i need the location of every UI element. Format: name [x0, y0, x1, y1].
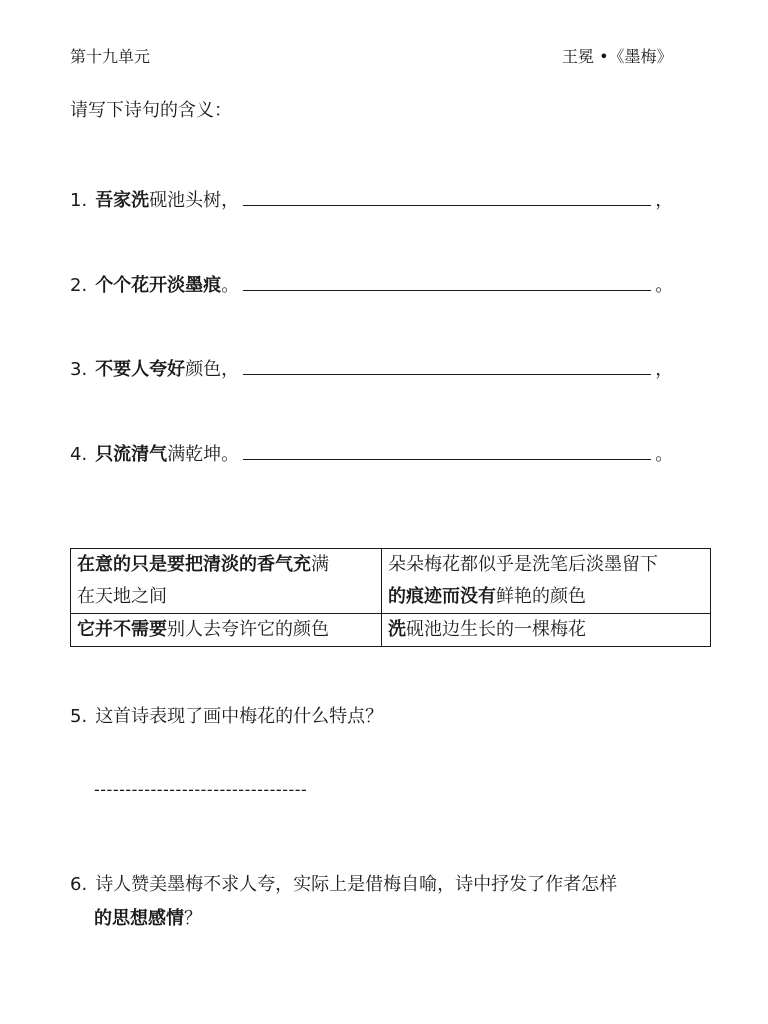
cell-text: 在天地之间	[77, 586, 167, 607]
question-bold: 的思想感情	[94, 908, 184, 929]
line-bold: 不要人夸好	[95, 359, 186, 380]
answer-blank-4[interactable]	[243, 441, 651, 460]
poem-line-4	[70, 440, 673, 466]
cell-text: 鲜艳的颜色	[496, 586, 586, 607]
table-row	[71, 614, 711, 647]
question-6-line-2	[94, 904, 202, 930]
cell-bold: 它并不需要	[77, 619, 167, 640]
cell-text: 别人去夸许它的颜色	[167, 619, 329, 640]
line-end: ，	[655, 190, 674, 211]
table-cell	[71, 549, 382, 614]
poem-line-3	[70, 355, 673, 381]
answer-line-5[interactable]: ----------------------------------	[94, 780, 308, 799]
poem-line-1	[70, 186, 673, 212]
cell-text: 朵朵梅花都似乎是洗笔后淡墨留下	[388, 554, 658, 575]
line-end: 。	[655, 444, 674, 465]
cell-bold: 洗	[388, 619, 406, 640]
unit-label: 第十九单元	[70, 47, 151, 66]
meaning-table	[70, 548, 711, 647]
instruction-text: 请写下诗句的含义：	[70, 100, 232, 121]
line-bold: 吾家洗	[95, 190, 150, 211]
answer-blank-3[interactable]	[243, 356, 651, 375]
answer-blank-1[interactable]	[243, 187, 651, 206]
line-rest: 。	[221, 275, 240, 296]
table-cell	[382, 549, 711, 614]
question-text: 这首诗表现了画中梅花的什么特点？	[95, 706, 384, 727]
line-rest: 颜色，	[185, 359, 240, 380]
question-6	[70, 870, 617, 896]
line-number: 2.	[70, 275, 88, 296]
question-text: 诗人赞美墨梅不求人夸，实际上是借梅自喻，诗中抒发了作者怎样	[95, 874, 618, 895]
question-number: 5.	[70, 706, 88, 727]
table-cell	[71, 614, 382, 647]
table-cell	[382, 614, 711, 647]
line-number: 4.	[70, 444, 88, 465]
line-number: 1.	[70, 190, 88, 211]
line-end: 。	[655, 275, 674, 296]
table-row	[71, 549, 711, 614]
cell-bold: 在意的只是要把清淡的香气充	[77, 554, 311, 575]
poem-line-2	[70, 271, 673, 297]
question-text: ？	[184, 908, 202, 929]
line-number: 3.	[70, 359, 88, 380]
cell-text: 满	[311, 554, 329, 575]
answer-blank-2[interactable]	[243, 272, 651, 291]
question-5	[70, 702, 383, 728]
line-bold: 只流清气	[95, 444, 168, 465]
line-rest: 满乾坤。	[167, 444, 240, 465]
cell-text: 砚池边生长的一棵梅花	[406, 619, 586, 640]
cell-bold: 的痕迹而没有	[388, 586, 496, 607]
line-end: ，	[655, 359, 674, 380]
poem-title: 王冕 •《墨梅》	[562, 47, 673, 66]
line-rest: 砚池头树，	[149, 190, 240, 211]
line-bold: 个个花开淡墨痕	[95, 275, 222, 296]
question-number: 6.	[70, 874, 88, 895]
